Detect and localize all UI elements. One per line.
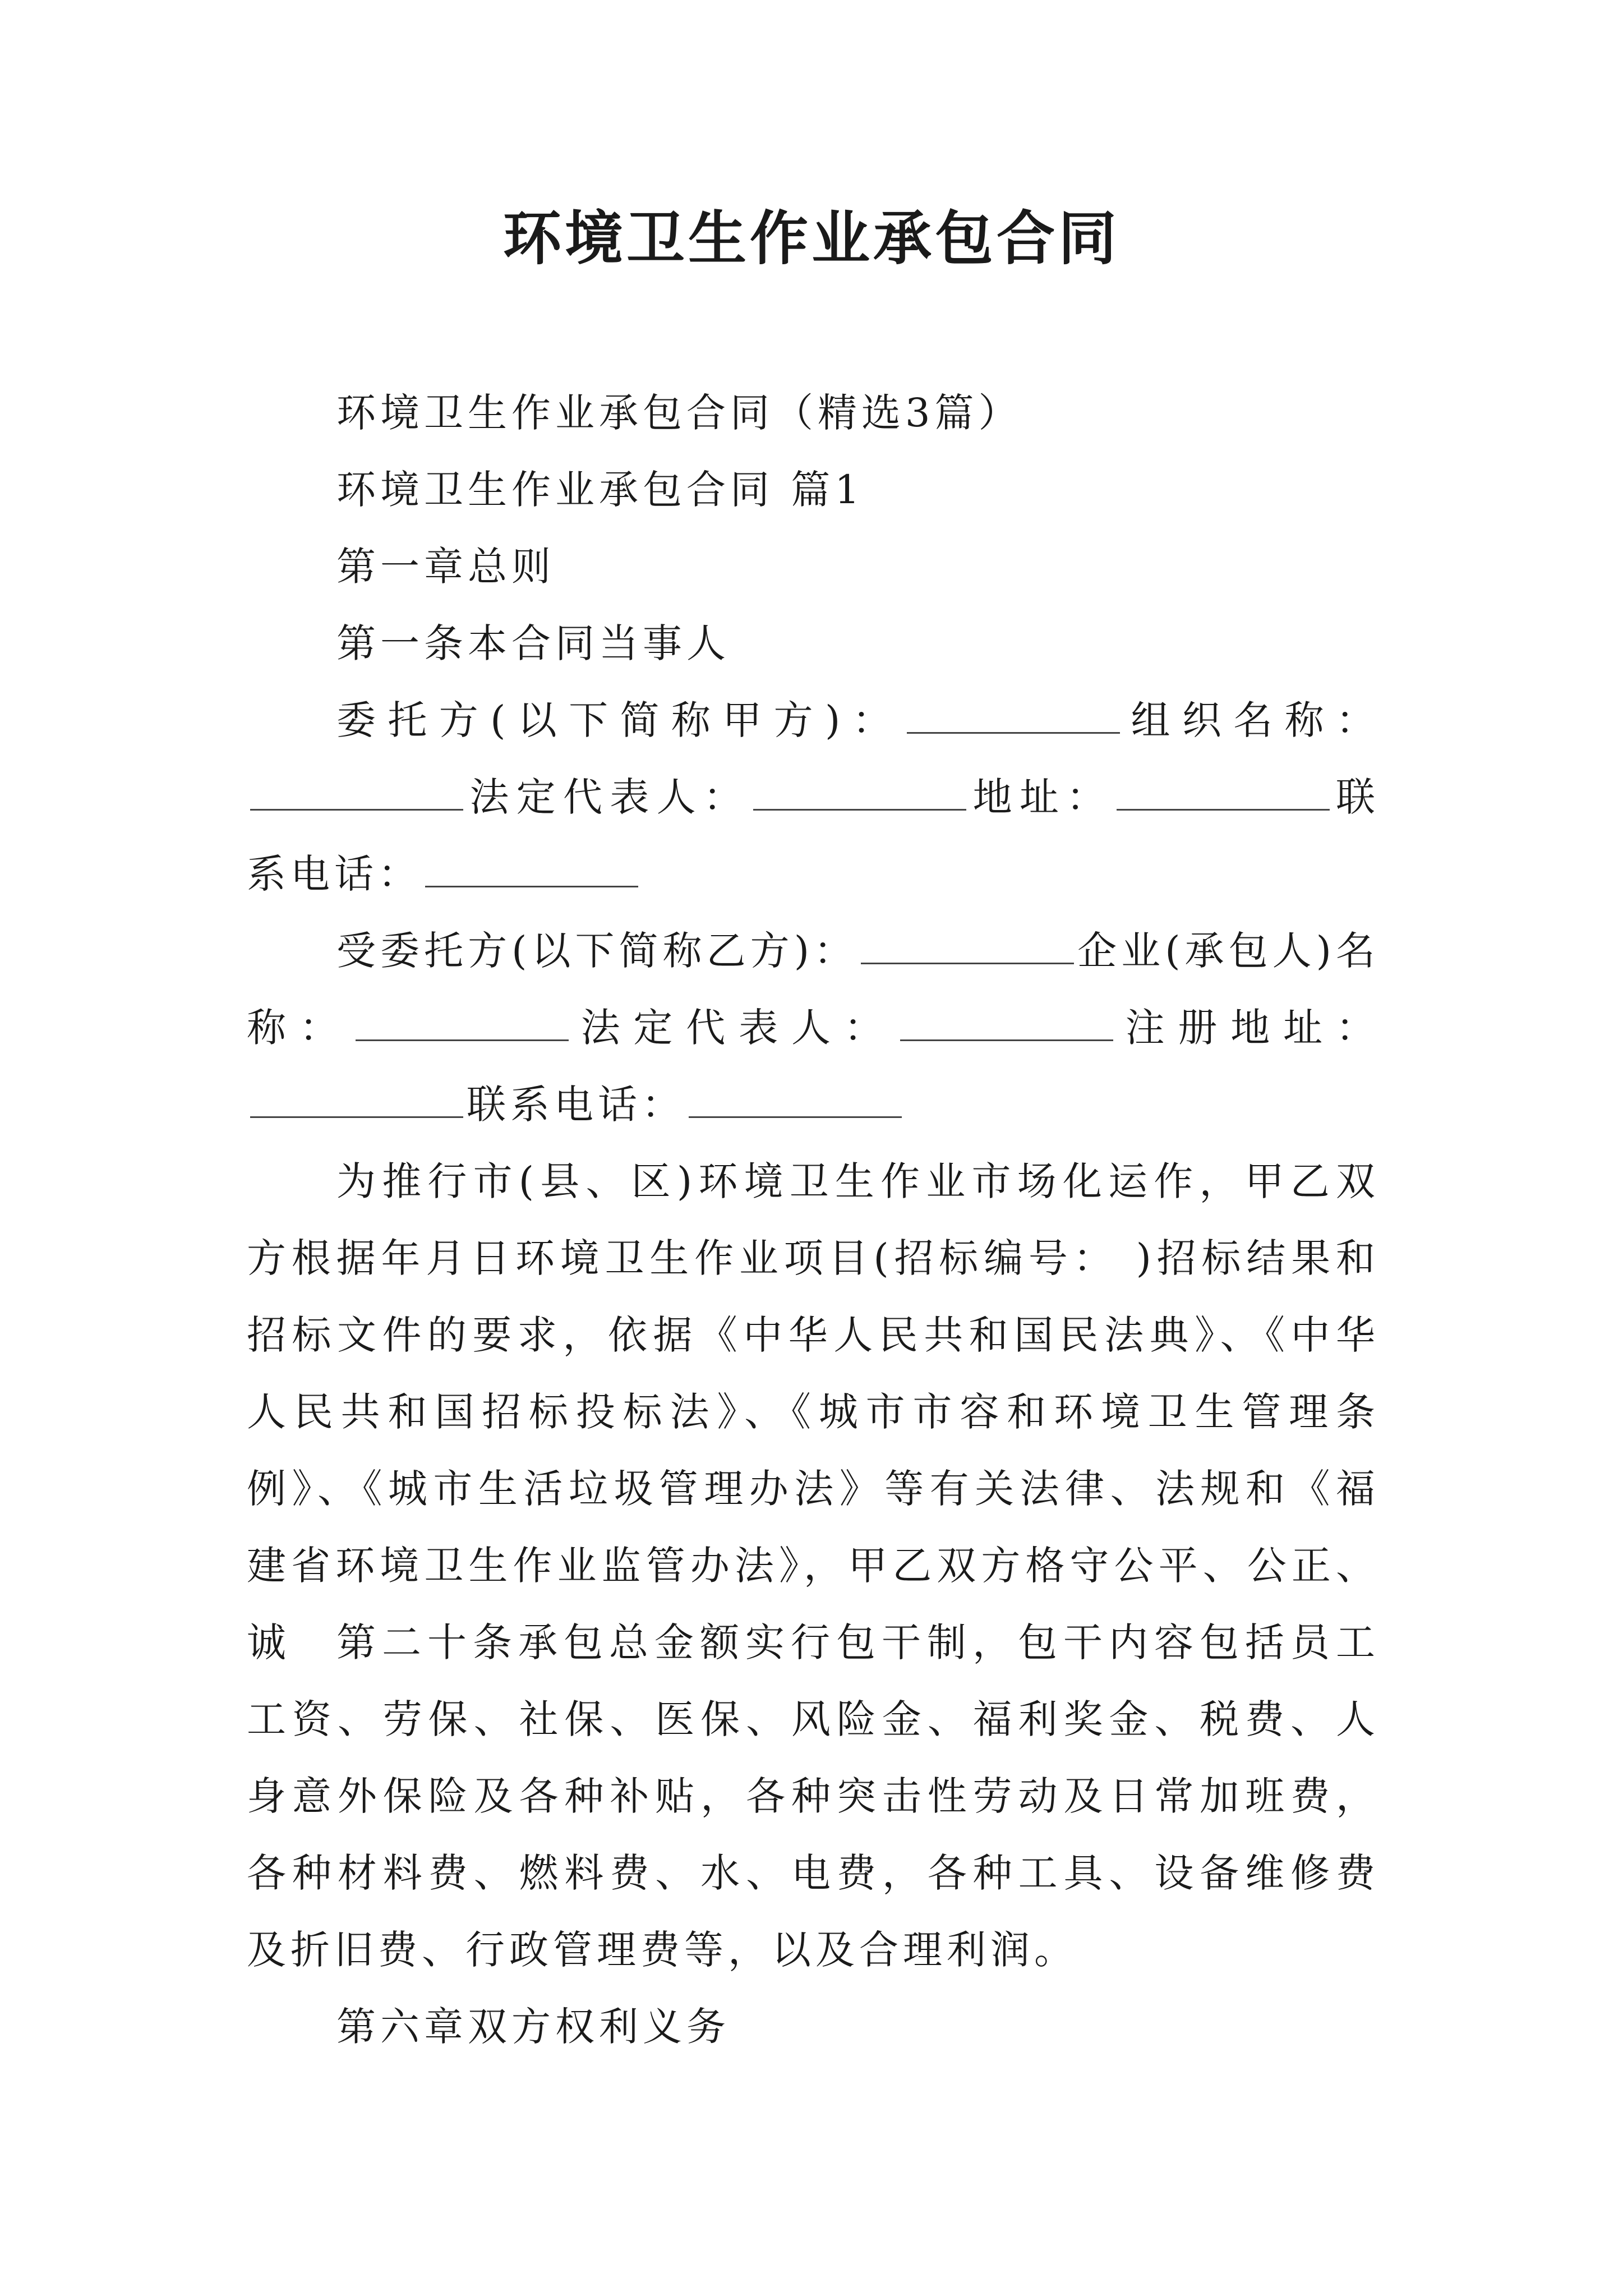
party-a-label: 委托方(以下简称甲方)： <box>336 697 904 743</box>
party-a-org-name-blank <box>250 808 463 811</box>
party-b-reg-address-label: 注册地址： <box>1116 1005 1380 1051</box>
party-b-phone-label: 联系电话： <box>467 1082 685 1128</box>
party-b-blank <box>861 962 1074 964</box>
party-b-legal-rep-blank <box>900 1039 1113 1041</box>
party-b-phone-blank <box>689 1116 902 1118</box>
party-a-legal-rep-blank <box>753 808 966 811</box>
article-1-heading: 第一条本合同当事人 <box>336 620 730 666</box>
heading-part1: 环境卫生作业承包合同 篇1 <box>336 467 864 513</box>
chapter-1-heading: 第一章总则 <box>336 544 555 590</box>
document-title: 环境卫生作业承包合同 <box>502 204 1120 273</box>
party-a-address-label: 地址： <box>970 774 1113 820</box>
party-b-block <box>247 913 1380 1143</box>
party-b-legal-rep-label: 法定代表人： <box>571 1005 897 1051</box>
party-b-label: 受委托方(以下简称乙方)： <box>336 928 858 974</box>
chapter-6-heading: 第六章双方权利义务 <box>336 2004 730 2050</box>
heading-selected: 环境卫生作业承包合同（精选3篇） <box>336 390 1022 436</box>
article-20-paragraph: 第二十条承包总金额实行包干制，包干内容包括员工工资、劳保、社保、医保、风险金、福利奖金、税费、人身意外保险及各种补贴，各种突击性劳动及日常加班费，各种材料费、燃料费、水、电费，各种工具、设备维修费及折旧费、行政管理费等，以及合理利润。 <box>247 1619 1380 1973</box>
purpose-paragraph: 为推行市(县、区)环境卫生作业市场化运作，甲乙双方根据年月日环境卫生作业项目(招标编号： )招标结果和招标文件的要求，依据《中华人民共和国民法典》、《中华人民共和国招标投标法》、《城市市容和环境卫生管理条例》、《城市生活垃圾管理办法》等有关法律、法规和《福建省环境卫生作业监管办法》，甲乙双方格守公平、公正、诚 <box>247 1158 1380 1665</box>
party-b-company-name-label: 企业(承包人)名称： <box>247 928 1380 1051</box>
party-a-block <box>247 682 1380 913</box>
party-a-phone-blank <box>425 885 638 887</box>
party-b-reg-address-blank <box>250 1116 463 1118</box>
party-a-blank <box>907 731 1120 734</box>
party-a-phone-label: 联系电话： <box>247 774 1380 897</box>
party-a-address-blank <box>1117 808 1330 811</box>
party-a-legal-rep-label: 法定代表人： <box>467 774 750 820</box>
party-b-company-name-blank <box>356 1039 569 1041</box>
party-a-org-name-label: 组织名称： <box>1123 697 1380 743</box>
